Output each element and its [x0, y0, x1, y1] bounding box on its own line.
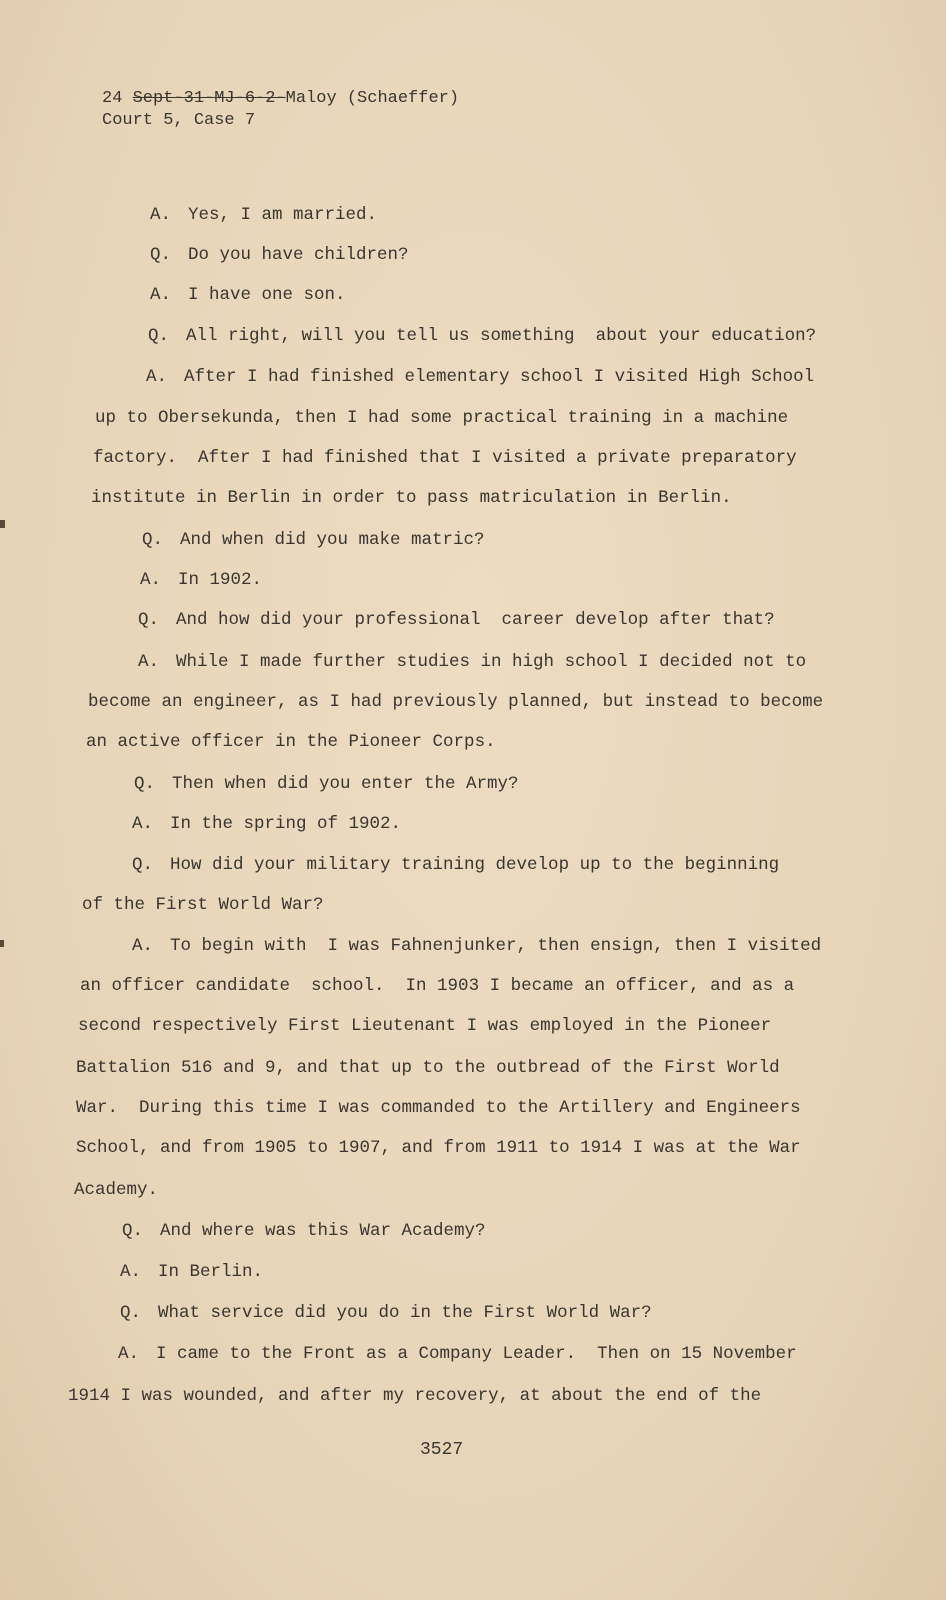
line-text: In Berlin.	[158, 1262, 264, 1282]
speaker-label: A.	[150, 285, 172, 305]
question-line	[150, 245, 409, 265]
line-text: How did your military training develop up to the beginning	[170, 855, 780, 875]
header-line-1	[102, 88, 459, 110]
line-text: up to Obersekunda, then I had some practical training in a machine	[95, 408, 789, 428]
speaker-label: Q.	[142, 530, 164, 550]
speaker-label: Q.	[150, 245, 172, 265]
continuation-line	[95, 408, 788, 428]
header-date: 24	[102, 89, 123, 108]
speaker-label: A.	[118, 1344, 140, 1364]
line-text: Battalion 516 and 9, and that up to the outbread of the First World	[76, 1058, 780, 1078]
speaker-label: Q.	[122, 1221, 144, 1241]
answer-line	[132, 814, 401, 834]
continuation-line	[91, 488, 732, 508]
question-line	[132, 855, 779, 875]
line-text: After I had finished elementary school I visited High School	[184, 367, 815, 387]
continuation-line	[76, 1058, 780, 1078]
question-line	[148, 326, 816, 346]
line-text: And how did your professional career develop after that?	[176, 610, 775, 630]
header-witness: Maloy (Schaeffer)	[285, 89, 460, 108]
continuation-line	[88, 692, 823, 712]
question-line	[120, 1303, 652, 1323]
line-text: Do you have children?	[188, 245, 409, 265]
question-line	[138, 610, 775, 630]
question-line	[122, 1221, 486, 1241]
question-line	[134, 774, 519, 794]
answer-line	[138, 652, 806, 672]
speaker-label: Q.	[132, 855, 154, 875]
continuation-line	[82, 895, 324, 915]
speaker-label: A.	[150, 205, 172, 225]
line-text: War. During this time I was commanded to the Artillery and Engineers	[76, 1098, 801, 1118]
line-text: In 1902.	[178, 570, 263, 590]
continuation-line	[86, 732, 496, 752]
header-line-2: Court 5, Case 7	[102, 111, 256, 130]
answer-line	[146, 367, 814, 387]
speaker-label: A.	[138, 652, 160, 672]
speaker-label: A.	[120, 1262, 142, 1282]
line-text: To begin with I was Fahnenjunker, then ensign, then I visited	[170, 936, 822, 956]
answer-line	[132, 936, 821, 956]
line-text: In the spring of 1902.	[170, 814, 402, 834]
edge-mark	[0, 940, 4, 947]
line-text: I came to the Front as a Company Leader. Then on 15 November	[156, 1344, 797, 1364]
speaker-label: Q.	[148, 326, 170, 346]
answer-line	[120, 1262, 263, 1282]
speaker-label: A.	[146, 367, 168, 387]
question-line	[142, 530, 485, 550]
line-text: All right, will you tell us something about your education?	[186, 326, 817, 346]
page-number: 3527	[420, 1440, 464, 1460]
line-text: second respectively First Lieutenant I was employed in the Pioneer	[78, 1016, 772, 1036]
line-text: 1914 I was wounded, and after my recovery, at about the end of the	[68, 1386, 762, 1406]
answer-line	[118, 1344, 797, 1364]
edge-mark	[0, 520, 5, 528]
line-text: Academy.	[74, 1180, 159, 1200]
line-text: What service did you do in the First World War?	[158, 1303, 652, 1323]
line-text: an officer candidate school. In 1903 I became an officer, and as a	[80, 976, 795, 996]
answer-line	[150, 285, 346, 305]
line-text: Yes, I am married.	[188, 205, 378, 225]
continuation-line	[78, 1016, 771, 1036]
speaker-label: Q.	[138, 610, 160, 630]
continuation-line	[76, 1138, 801, 1158]
continuation-line	[74, 1180, 158, 1200]
speaker-label: Q.	[134, 774, 156, 794]
line-text: institute in Berlin in order to pass matriculation in Berlin.	[91, 488, 732, 508]
line-text: School, and from 1905 to 1907, and from 1911 to 1914 I was at the War	[76, 1138, 801, 1158]
line-text: become an engineer, as I had previously planned, but instead to become	[88, 692, 824, 712]
speaker-label: A.	[132, 814, 154, 834]
continuation-line	[68, 1386, 761, 1406]
speaker-label: A.	[140, 570, 162, 590]
speaker-label: Q.	[120, 1303, 142, 1323]
document-header	[102, 88, 459, 132]
line-text: And when did you make matric?	[180, 530, 485, 550]
line-text: factory. After I had finished that I visited a private preparatory	[93, 448, 797, 468]
speaker-label: A.	[132, 936, 154, 956]
continuation-line	[80, 976, 794, 996]
line-text: And where was this War Academy?	[160, 1221, 486, 1241]
line-text: While I made further studies in high school I decided not to	[176, 652, 807, 672]
continuation-line	[93, 448, 797, 468]
continuation-line	[76, 1098, 801, 1118]
line-text: of the First World War?	[82, 895, 324, 915]
header-struck-reference: Sept-31-MJ-6-2-	[132, 89, 286, 108]
answer-line	[150, 205, 377, 225]
answer-line	[140, 570, 262, 590]
line-text: an active officer in the Pioneer Corps.	[86, 732, 496, 752]
line-text: I have one son.	[188, 285, 346, 305]
line-text: Then when did you enter the Army?	[172, 774, 519, 794]
